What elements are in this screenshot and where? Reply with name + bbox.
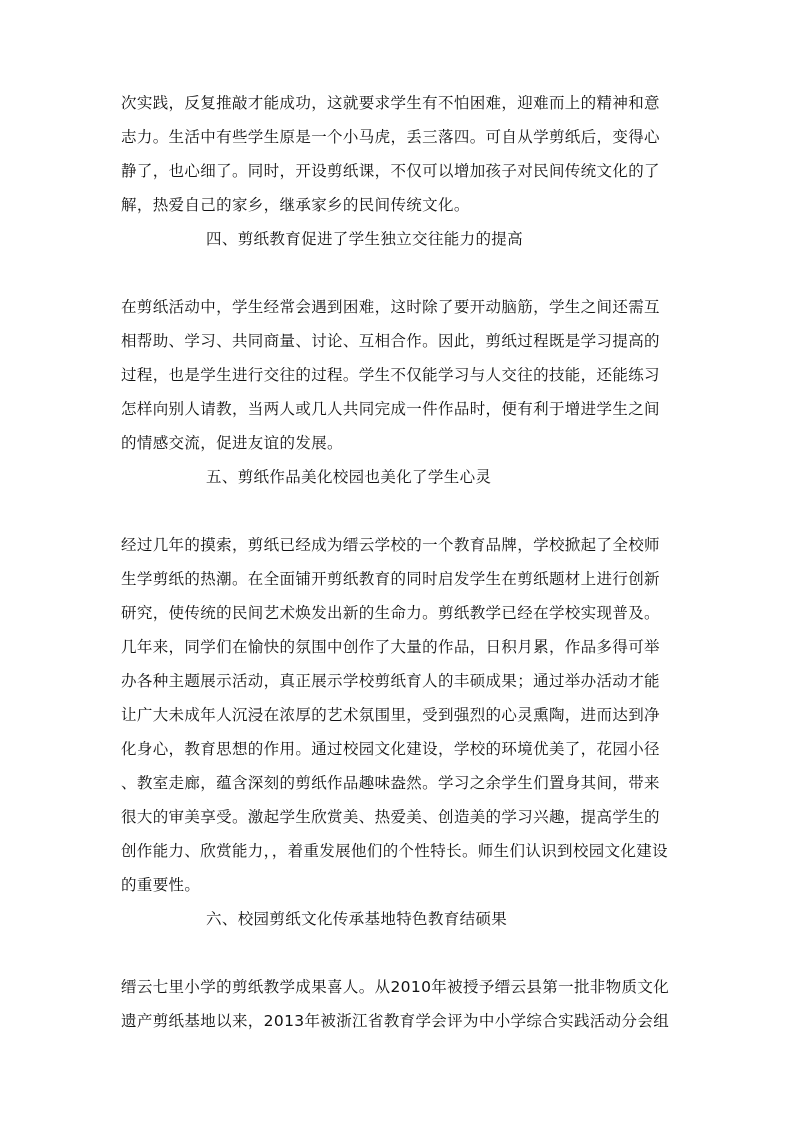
paragraph-line: 解，热爱自己的家乡，继承家乡的民间传统文化。	[121, 196, 470, 214]
section-heading-4: 四、剪纸教育促进了学生独立交往能力的提高	[206, 230, 524, 248]
paragraph-line: 过程，也是学生进行交往的过程。学生不仅能学习与人交往的技能，还能练习	[121, 366, 660, 384]
paragraph-line: 生学剪纸的热潮。在全面铺开剪纸教育的同时启发学生在剪纸题材上进行创新	[121, 570, 660, 588]
paragraph-line: 办各种主题展示活动，真正展示学校剪纸育人的丰硕成果；通过举办活动才能	[121, 672, 660, 690]
paragraph-line: 研究，使传统的民间艺术焕发出新的生命力。剪纸教学已经在学校实现普及。	[121, 604, 660, 622]
paragraph-line: 让广大未成年人沉浸在浓厚的艺术氛围里，受到强烈的心灵熏陶，进而达到净	[121, 706, 660, 724]
paragraph-line: 在剪纸活动中，学生经常会遇到困难，这时除了要开动脑筋，学生之间还需互	[121, 298, 660, 316]
paragraph-line: 经过几年的摸索，剪纸已经成为缙云学校的一个教育品牌，学校掀起了全校师	[121, 536, 660, 554]
paragraph-line: 静了，也心细了。同时，开设剪纸课，不仅可以增加孩子对民间传统文化的了	[121, 162, 660, 180]
paragraph-line: 怎样向别人请教，当两人或几人共同完成一件作品时，便有利于增进学生之间	[121, 400, 660, 418]
paragraph-line: 的重要性。	[121, 876, 201, 894]
section-heading-6: 六、校园剪纸文化传承基地特色教育结硕果	[206, 910, 508, 928]
paragraph-line: 化身心，教育思想的作用。通过校园文化建设，学校的环境优美了，花园小径	[121, 740, 660, 758]
paragraph-line: 次实践，反复推敲才能成功，这就要求学生有不怕困难，迎难而上的精神和意	[121, 94, 660, 112]
paragraph-line: 、教室走廊，蕴含深刻的剪纸作品趣味盎然。学习之余学生们置身其间，带来	[121, 774, 660, 792]
paragraph-line: 的情感交流，促进友谊的发展。	[121, 434, 343, 452]
paragraph-line: 几年来，同学们在愉快的氛围中创作了大量的作品，日积月累，作品多得可举	[121, 638, 660, 656]
section-heading-5: 五、剪纸作品美化校园也美化了学生心灵	[206, 468, 492, 486]
paragraph-line: 遗产剪纸基地以来，2013年被浙江省教育学会评为中小学综合实践活动分会组	[121, 1012, 670, 1030]
paragraph-line: 很大的审美享受。激起学生欣赏美、热爱美、创造美的学习兴趣，提高学生的	[121, 808, 660, 826]
paragraph-line: 相帮助、学习、共同商量、讨论、互相合作。因此，剪纸过程既是学习提高的	[121, 332, 660, 350]
paragraph-line: 创作能力、欣赏能力，，着重发展他们的个性特长。师生们认识到校园文化建设	[121, 842, 669, 860]
paragraph-line: 志力。生活中有些学生原是一个小马虎，丢三落四。可自从学剪纸后，变得心	[121, 128, 660, 146]
paragraph-line: 缙云七里小学的剪纸教学成果喜人。从2010年被授予缙云县第一批非物质文化	[121, 978, 670, 996]
